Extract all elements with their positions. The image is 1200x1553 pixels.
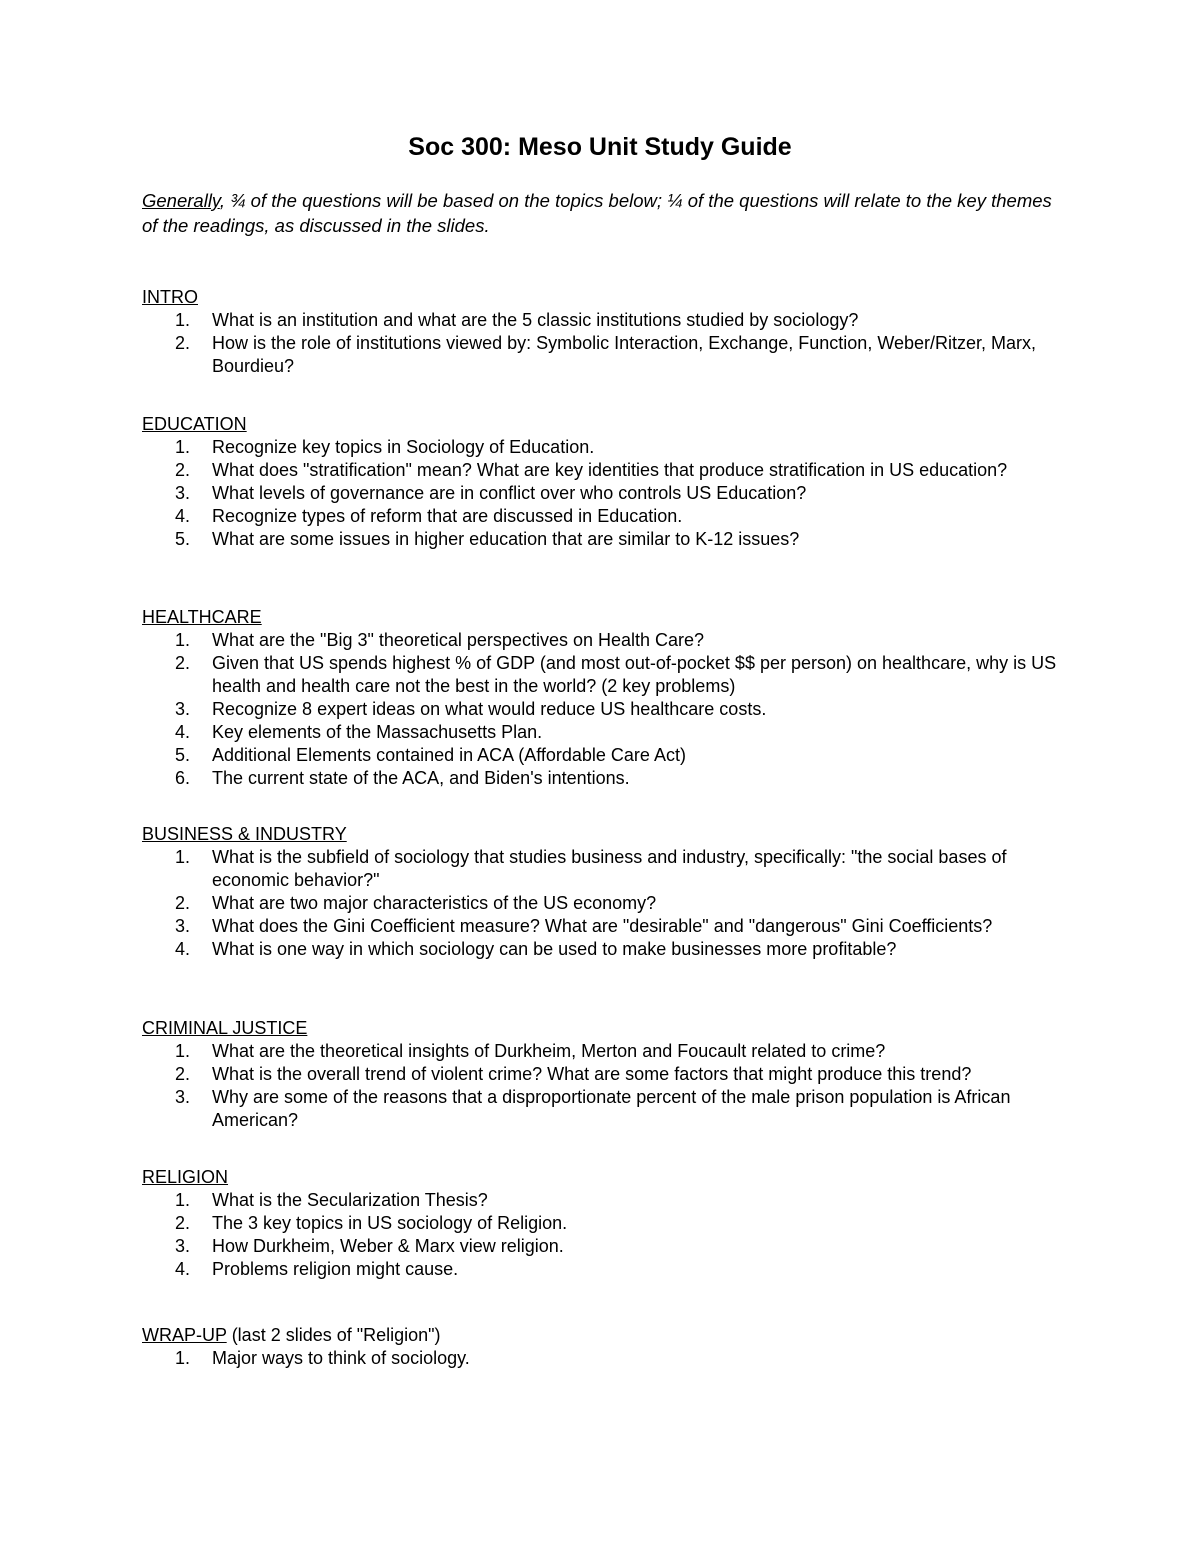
item-text: What is the Secularization Thesis? xyxy=(212,1190,488,1210)
list-item xyxy=(142,309,1072,332)
list-item xyxy=(142,505,1072,528)
item-text: Additional Elements contained in ACA (Affordable Care Act) xyxy=(212,745,686,765)
section-heading: EDUCATION xyxy=(142,414,247,434)
item-text: Major ways to think of sociology. xyxy=(212,1348,470,1368)
item-number: 1. xyxy=(175,310,191,330)
item-text: Why are some of the reasons that a disproportionate percent of the male prison population is African American? xyxy=(212,1087,1011,1130)
item-number: 3. xyxy=(175,483,191,503)
list-item xyxy=(142,1212,1072,1235)
item-text: How Durkheim, Weber & Marx view religion. xyxy=(212,1236,564,1256)
item-text: What levels of governance are in conflict over who controls US Education? xyxy=(212,483,807,503)
item-number: 4. xyxy=(175,722,191,742)
question-list xyxy=(142,1347,1072,1370)
list-item xyxy=(142,721,1072,744)
item-text: How is the role of institutions viewed by: Symbolic Interaction, Exchange, Function, Weber/Ritzer, Marx, Bourdieu? xyxy=(212,333,1037,376)
item-text: Recognize types of reform that are discussed in Education. xyxy=(212,506,683,526)
item-text: What is the subfield of sociology that studies business and industry, specifically: "the social bases of economic behavior?" xyxy=(212,847,1007,890)
item-text: What are some issues in higher education that are similar to K-12 issues? xyxy=(212,529,800,549)
item-number: 3. xyxy=(175,1087,191,1107)
item-text: Problems religion might cause. xyxy=(212,1259,459,1279)
section-heading: BUSINESS & INDUSTRY xyxy=(142,824,347,844)
item-number: 1. xyxy=(175,1041,191,1061)
item-text: What does "stratification" mean? What are key identities that produce stratification in US education? xyxy=(212,460,1008,480)
list-item xyxy=(142,1040,1072,1063)
item-number: 1. xyxy=(175,1348,191,1368)
section-heading-note: (last 2 slides of "Religion") xyxy=(226,1325,441,1345)
list-item xyxy=(142,459,1072,482)
item-text: What does the Gini Coefficient measure? What are "desirable" and "dangerous" Gini Coefficients? xyxy=(212,916,993,936)
section-heading: INTRO xyxy=(142,287,198,307)
list-item xyxy=(142,1063,1072,1086)
item-text: What is one way in which sociology can be used to make businesses more profitable? xyxy=(212,939,897,959)
item-text: What are two major characteristics of the US economy? xyxy=(212,893,657,913)
item-number: 4. xyxy=(175,939,191,959)
list-item xyxy=(142,846,1072,892)
item-number: 4. xyxy=(175,506,191,526)
section-heading: RELIGION xyxy=(142,1167,229,1187)
item-text: Recognize 8 expert ideas on what would reduce US healthcare costs. xyxy=(212,699,767,719)
item-number: 2. xyxy=(175,333,191,353)
question-list xyxy=(142,1040,1072,1132)
item-number: 2. xyxy=(175,893,191,913)
item-text: The current state of the ACA, and Biden's intentions. xyxy=(212,768,630,788)
list-item xyxy=(142,1086,1072,1132)
list-item xyxy=(142,767,1072,790)
page-title: Soc 300: Meso Unit Study Guide xyxy=(408,133,792,161)
section-religion xyxy=(142,1166,1072,1281)
question-list xyxy=(142,629,1072,790)
item-number: 4. xyxy=(175,1259,191,1279)
section-heading-line xyxy=(142,1324,1072,1347)
item-number: 5. xyxy=(175,745,191,765)
item-text: What are the theoretical insights of Durkheim, Merton and Foucault related to crime? xyxy=(212,1041,886,1061)
list-item xyxy=(142,1258,1072,1281)
list-item xyxy=(142,698,1072,721)
list-item xyxy=(142,652,1072,698)
item-number: 3. xyxy=(175,699,191,719)
list-item xyxy=(142,629,1072,652)
section-heading: WRAP-UP xyxy=(142,1325,227,1345)
list-item xyxy=(142,1347,1072,1370)
section-heading: HEALTHCARE xyxy=(142,607,262,627)
item-number: 2. xyxy=(175,653,191,673)
list-item xyxy=(142,915,1072,938)
question-list xyxy=(142,309,1072,378)
section-heading: CRIMINAL JUSTICE xyxy=(142,1018,308,1038)
list-item xyxy=(142,744,1072,767)
item-number: 1. xyxy=(175,847,191,867)
question-list xyxy=(142,846,1072,961)
item-number: 1. xyxy=(175,437,191,457)
intro-paragraph xyxy=(142,188,1072,238)
item-number: 6. xyxy=(175,768,191,788)
section-criminal-justice xyxy=(142,1017,1072,1132)
item-text: What are the "Big 3" theoretical perspectives on Health Care? xyxy=(212,630,705,650)
section-education xyxy=(142,413,1072,551)
item-number: 3. xyxy=(175,916,191,936)
list-item xyxy=(142,436,1072,459)
section-healthcare xyxy=(142,606,1072,790)
item-number: 1. xyxy=(175,630,191,650)
question-list xyxy=(142,1189,1072,1281)
intro-lead: Generally xyxy=(142,190,220,211)
list-item xyxy=(142,1189,1072,1212)
list-item xyxy=(142,332,1072,378)
item-number: 1. xyxy=(175,1190,191,1210)
item-text: The 3 key topics in US sociology of Religion. xyxy=(212,1213,568,1233)
item-text: What is an institution and what are the 5 classic institutions studied by sociology? xyxy=(212,310,859,330)
item-text: Given that US spends highest % of GDP (and most out-of-pocket $$ per person) on healthcare, why is US health and health care not the best in the world? (2 key problems) xyxy=(212,653,1057,696)
item-number: 3. xyxy=(175,1236,191,1256)
item-text: Key elements of the Massachusetts Plan. xyxy=(212,722,543,742)
item-text: Recognize key topics in Sociology of Education. xyxy=(212,437,595,457)
section-intro xyxy=(142,286,1072,378)
item-text: What is the overall trend of violent crime? What are some factors that might produce this trend? xyxy=(212,1064,972,1084)
item-number: 5. xyxy=(175,529,191,549)
list-item xyxy=(142,938,1072,961)
item-number: 2. xyxy=(175,1064,191,1084)
item-number: 2. xyxy=(175,460,191,480)
list-item xyxy=(142,482,1072,505)
question-list xyxy=(142,436,1072,551)
list-item xyxy=(142,892,1072,915)
item-number: 2. xyxy=(175,1213,191,1233)
section-business-industry xyxy=(142,823,1072,961)
list-item xyxy=(142,1235,1072,1258)
section-wrap-up xyxy=(142,1324,1072,1370)
intro-text: , ¾ of the questions will be based on the topics below; ¼ of the questions will relate to the key themes of the readings, as discussed in the slides. xyxy=(142,190,1052,236)
list-item xyxy=(142,528,1072,551)
